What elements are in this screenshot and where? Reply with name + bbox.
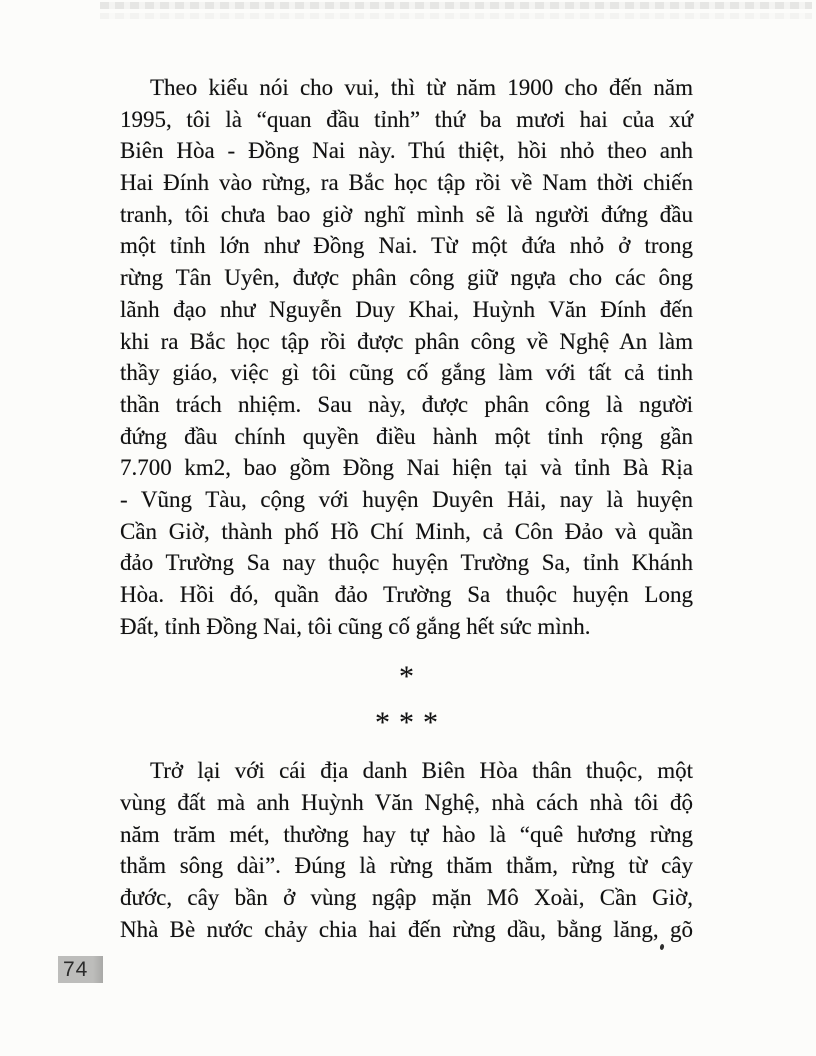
text-line: 7.700 km2, bao gồm Đồng Nai hiện tại và tỉnh Bà Rịa bbox=[120, 455, 693, 481]
text-line: Hòa. Hồi đó, quần đảo Trường Sa thuộc huyện Long bbox=[120, 582, 693, 607]
page-number-badge bbox=[58, 956, 103, 983]
text-line: Nhà Bè nước chảy chia hai đến rừng dầu, bằng lăng, gõ bbox=[120, 916, 693, 942]
scan-artifact-top-band-2 bbox=[100, 13, 812, 19]
scan-artifact-top-band bbox=[100, 2, 812, 9]
text-line: Đất, tỉnh Đồng Nai, tôi cũng cố gắng hết sức mình. bbox=[120, 613, 591, 639]
text-line: thẳm sông dài”. Đúng là rừng thăm thẳm, rừng từ cây bbox=[120, 853, 693, 879]
text-line: vùng đất mà anh Huỳnh Văn Nghệ, nhà cách nhà tôi độ bbox=[120, 790, 693, 816]
text-line: Hai Đính vào rừng, ra Bắc học tập rồi về Nam thời chiến bbox=[120, 170, 693, 196]
separator-asterisk: * bbox=[399, 660, 414, 694]
text-line: 1995, tôi là “quan đầu tỉnh” thứ ba mươi hai của xứ bbox=[120, 106, 693, 132]
paragraph-2 bbox=[120, 755, 693, 945]
text-line: Theo kiểu nói cho vui, thì từ năm 1900 cho đến năm bbox=[150, 75, 693, 100]
separator-asterisks: *** bbox=[375, 706, 447, 740]
text-line: thầy giáo, việc gì tôi cũng cố gắng làm với tất cả tinh bbox=[120, 360, 693, 386]
text-line: lãnh đạo như Nguyễn Duy Khai, Huỳnh Văn Đính đến bbox=[120, 296, 693, 322]
scan-artifact-dot bbox=[659, 944, 664, 951]
text-line: Cần Giờ, thành phố Hồ Chí Minh, cả Côn Đảo và quần bbox=[120, 518, 693, 544]
text-line: đước, cây bần ở vùng ngập mặn Mô Xoài, Cần Giờ, bbox=[120, 885, 693, 911]
text-line: thần trách nhiệm. Sau này, được phân công là người bbox=[120, 391, 693, 417]
paragraph-1 bbox=[120, 72, 693, 642]
text-line: tranh, tôi chưa bao giờ nghĩ mình sẽ là người đứng đầu bbox=[120, 201, 693, 227]
text-line: đảo Trường Sa nay thuộc huyện Trường Sa, tỉnh Khánh bbox=[120, 550, 693, 576]
text-line: năm trăm mét, thường hay tự hào là “quê hương rừng bbox=[120, 821, 693, 847]
text-line: Trở lại với cái địa danh Biên Hòa thân thuộc, một bbox=[150, 758, 693, 784]
text-line: - Vũng Tàu, cộng với huyện Duyên Hải, nay là huyện bbox=[120, 486, 693, 512]
text-line: Biên Hòa - Đồng Nai này. Thú thiệt, hồi nhỏ theo anh bbox=[120, 138, 693, 164]
text-line: rừng Tân Uyên, được phân công giữ ngựa cho các ông bbox=[120, 265, 693, 291]
text-line: đứng đầu chính quyền điều hành một tỉnh rộng gần bbox=[120, 423, 693, 449]
section-separator bbox=[120, 662, 693, 738]
page-number: 74 bbox=[63, 957, 89, 981]
text-line: một tỉnh lớn như Đồng Nai. Từ một đứa nhỏ ở trong bbox=[120, 233, 693, 259]
text-block bbox=[120, 72, 693, 946]
text-line: khi ra Bắc học tập rồi được phân công về Nghệ An làm bbox=[120, 328, 693, 354]
